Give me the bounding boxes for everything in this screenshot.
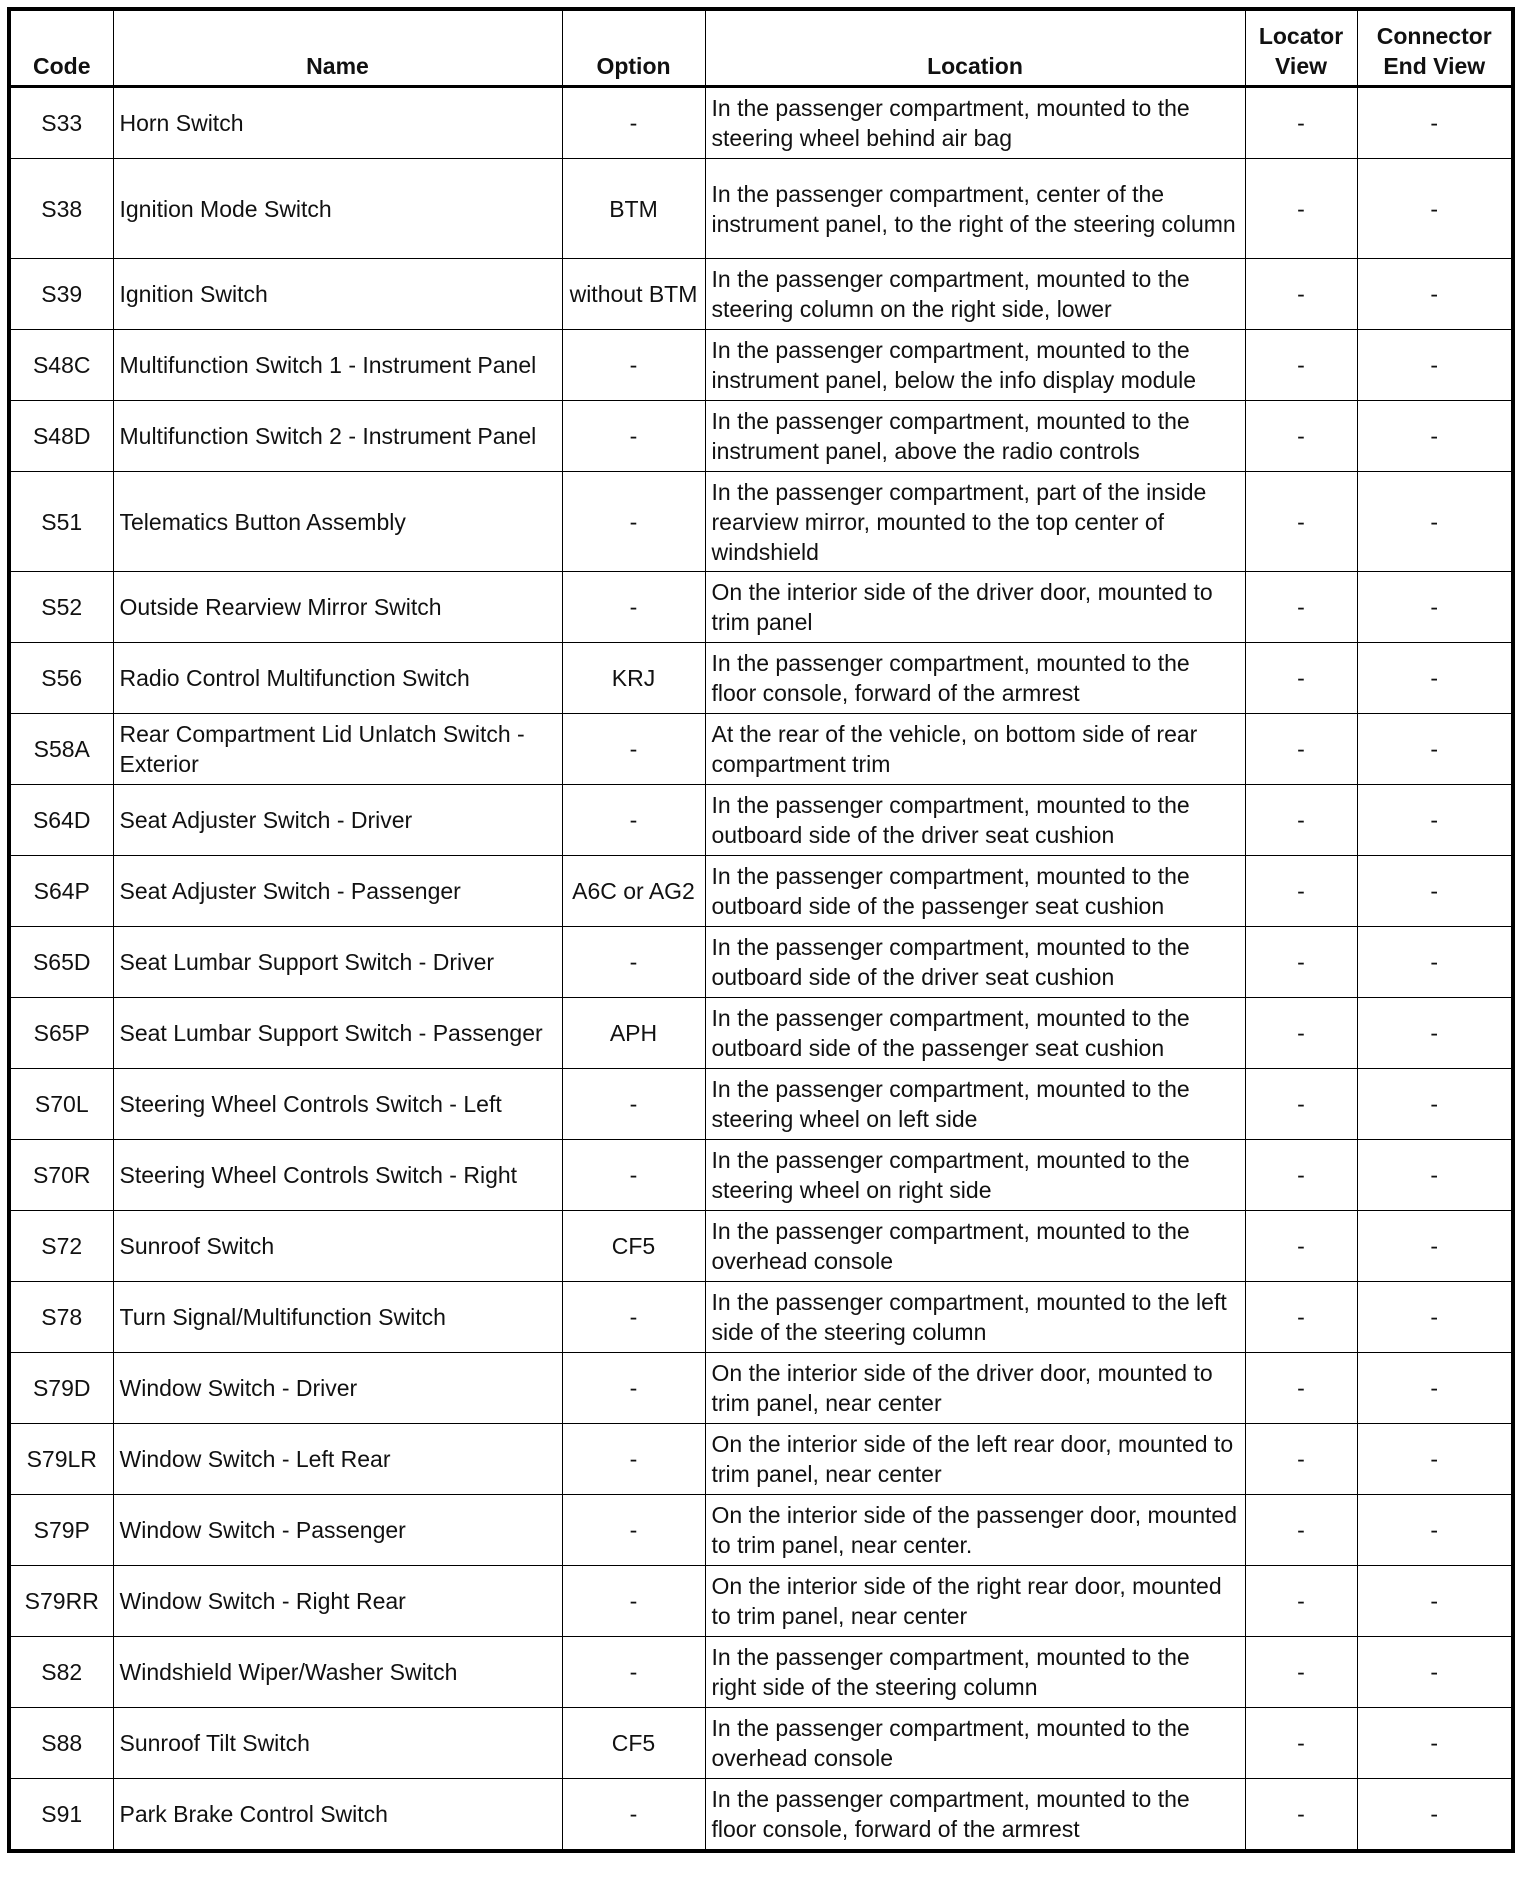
location-cell: On the interior side of the driver door, mounted to trim panel bbox=[705, 572, 1245, 643]
option-cell: - bbox=[562, 714, 705, 785]
location-cell: In the passenger compartment, mounted to the floor console, forward of the armrest bbox=[705, 643, 1245, 714]
code-cell: S48C bbox=[9, 330, 113, 401]
connector-end-view-cell: - bbox=[1357, 1637, 1513, 1708]
code-cell: S56 bbox=[9, 643, 113, 714]
code-cell: S65D bbox=[9, 927, 113, 998]
table-row bbox=[9, 927, 1513, 998]
locator-view-cell: - bbox=[1245, 643, 1357, 714]
locator-view-cell: - bbox=[1245, 472, 1357, 572]
code-cell: S91 bbox=[9, 1779, 113, 1852]
option-cell: CF5 bbox=[562, 1708, 705, 1779]
option-cell: KRJ bbox=[562, 643, 705, 714]
code-cell: S70L bbox=[9, 1069, 113, 1140]
connector-end-view-cell: - bbox=[1357, 1282, 1513, 1353]
location-cell: On the interior side of the right rear door, mounted to trim panel, near center bbox=[705, 1566, 1245, 1637]
locator-view-cell: - bbox=[1245, 856, 1357, 927]
location-cell: On the interior side of the left rear door, mounted to trim panel, near center bbox=[705, 1424, 1245, 1495]
name-cell: Steering Wheel Controls Switch - Left bbox=[113, 1069, 562, 1140]
locator-view-cell: - bbox=[1245, 1353, 1357, 1424]
connector-end-view-cell: - bbox=[1357, 998, 1513, 1069]
connector-end-view-cell: - bbox=[1357, 1424, 1513, 1495]
table-row bbox=[9, 572, 1513, 643]
location-cell: On the interior side of the passenger door, mounted to trim panel, near center. bbox=[705, 1495, 1245, 1566]
table-row bbox=[9, 1566, 1513, 1637]
header-name: Name bbox=[113, 9, 562, 87]
location-cell: In the passenger compartment, mounted to the instrument panel, above the radio controls bbox=[705, 401, 1245, 472]
code-cell: S65P bbox=[9, 998, 113, 1069]
table-row bbox=[9, 643, 1513, 714]
connector-end-view-cell: - bbox=[1357, 1566, 1513, 1637]
code-cell: S79LR bbox=[9, 1424, 113, 1495]
name-cell: Seat Lumbar Support Switch - Passenger bbox=[113, 998, 562, 1069]
connector-end-view-cell: - bbox=[1357, 159, 1513, 259]
location-cell: At the rear of the vehicle, on bottom side of rear compartment trim bbox=[705, 714, 1245, 785]
locator-view-cell: - bbox=[1245, 998, 1357, 1069]
table-row bbox=[9, 159, 1513, 259]
table-row bbox=[9, 1140, 1513, 1211]
table-row bbox=[9, 1779, 1513, 1852]
connector-end-view-cell: - bbox=[1357, 927, 1513, 998]
location-cell: In the passenger compartment, mounted to the steering wheel behind air bag bbox=[705, 87, 1245, 159]
name-cell: Seat Lumbar Support Switch - Driver bbox=[113, 927, 562, 998]
locator-view-cell: - bbox=[1245, 1637, 1357, 1708]
option-cell: without BTM bbox=[562, 259, 705, 330]
option-cell: CF5 bbox=[562, 1211, 705, 1282]
header-option: Option bbox=[562, 9, 705, 87]
option-cell: - bbox=[562, 1069, 705, 1140]
code-cell: S64P bbox=[9, 856, 113, 927]
connector-end-view-cell: - bbox=[1357, 259, 1513, 330]
location-cell: In the passenger compartment, mounted to the outboard side of the driver seat cushion bbox=[705, 785, 1245, 856]
option-cell: - bbox=[562, 572, 705, 643]
locator-view-cell: - bbox=[1245, 1779, 1357, 1852]
header-code: Code bbox=[9, 9, 113, 87]
connector-end-view-cell: - bbox=[1357, 472, 1513, 572]
header-connector-end-view: Connector End View bbox=[1357, 9, 1513, 87]
code-cell: S58A bbox=[9, 714, 113, 785]
option-cell: - bbox=[562, 472, 705, 572]
option-cell: - bbox=[562, 1779, 705, 1852]
connector-end-view-cell: - bbox=[1357, 330, 1513, 401]
table-row bbox=[9, 87, 1513, 159]
option-cell: - bbox=[562, 1637, 705, 1708]
option-cell: APH bbox=[562, 998, 705, 1069]
code-cell: S38 bbox=[9, 159, 113, 259]
name-cell: Ignition Mode Switch bbox=[113, 159, 562, 259]
name-cell: Park Brake Control Switch bbox=[113, 1779, 562, 1852]
locator-view-cell: - bbox=[1245, 1140, 1357, 1211]
option-cell: BTM bbox=[562, 159, 705, 259]
connector-end-view-cell: - bbox=[1357, 1211, 1513, 1282]
locator-view-cell: - bbox=[1245, 572, 1357, 643]
code-cell: S88 bbox=[9, 1708, 113, 1779]
location-cell: In the passenger compartment, mounted to the instrument panel, below the info display module bbox=[705, 330, 1245, 401]
location-cell: In the passenger compartment, mounted to the steering column on the right side, lower bbox=[705, 259, 1245, 330]
name-cell: Sunroof Tilt Switch bbox=[113, 1708, 562, 1779]
connector-end-view-cell: - bbox=[1357, 785, 1513, 856]
table-row bbox=[9, 1282, 1513, 1353]
table-row bbox=[9, 1708, 1513, 1779]
connector-end-view-cell: - bbox=[1357, 1708, 1513, 1779]
option-cell: - bbox=[562, 1566, 705, 1637]
location-cell: In the passenger compartment, center of the instrument panel, to the right of the steering column bbox=[705, 159, 1245, 259]
locator-view-cell: - bbox=[1245, 1211, 1357, 1282]
code-cell: S82 bbox=[9, 1637, 113, 1708]
locator-view-cell: - bbox=[1245, 927, 1357, 998]
locator-view-cell: - bbox=[1245, 87, 1357, 159]
name-cell: Telematics Button Assembly bbox=[113, 472, 562, 572]
locator-view-cell: - bbox=[1245, 714, 1357, 785]
option-cell: - bbox=[562, 401, 705, 472]
location-cell: In the passenger compartment, mounted to the outboard side of the driver seat cushion bbox=[705, 927, 1245, 998]
code-cell: S51 bbox=[9, 472, 113, 572]
code-cell: S52 bbox=[9, 572, 113, 643]
table-row bbox=[9, 1211, 1513, 1282]
connector-end-view-cell: - bbox=[1357, 1495, 1513, 1566]
location-cell: In the passenger compartment, mounted to the outboard side of the passenger seat cushion bbox=[705, 998, 1245, 1069]
connector-end-view-cell: - bbox=[1357, 1779, 1513, 1852]
table-row bbox=[9, 1495, 1513, 1566]
connector-end-view-cell: - bbox=[1357, 643, 1513, 714]
connector-end-view-cell: - bbox=[1357, 856, 1513, 927]
table-row bbox=[9, 330, 1513, 401]
name-cell: Multifunction Switch 1 - Instrument Panel bbox=[113, 330, 562, 401]
code-cell: S79D bbox=[9, 1353, 113, 1424]
code-cell: S79P bbox=[9, 1495, 113, 1566]
name-cell: Outside Rearview Mirror Switch bbox=[113, 572, 562, 643]
connector-end-view-cell: - bbox=[1357, 1140, 1513, 1211]
location-cell: In the passenger compartment, mounted to the steering wheel on left side bbox=[705, 1069, 1245, 1140]
locator-view-cell: - bbox=[1245, 785, 1357, 856]
locator-view-cell: - bbox=[1245, 401, 1357, 472]
name-cell: Rear Compartment Lid Unlatch Switch - Exterior bbox=[113, 714, 562, 785]
locator-view-cell: - bbox=[1245, 1424, 1357, 1495]
name-cell: Window Switch - Driver bbox=[113, 1353, 562, 1424]
option-cell: - bbox=[562, 785, 705, 856]
header-location: Location bbox=[705, 9, 1245, 87]
name-cell: Ignition Switch bbox=[113, 259, 562, 330]
table-row bbox=[9, 1637, 1513, 1708]
name-cell: Windshield Wiper/Washer Switch bbox=[113, 1637, 562, 1708]
location-cell: In the passenger compartment, mounted to the steering wheel on right side bbox=[705, 1140, 1245, 1211]
name-cell: Steering Wheel Controls Switch - Right bbox=[113, 1140, 562, 1211]
connector-end-view-cell: - bbox=[1357, 714, 1513, 785]
location-cell: In the passenger compartment, part of the inside rearview mirror, mounted to the top center of windshield bbox=[705, 472, 1245, 572]
name-cell: Window Switch - Right Rear bbox=[113, 1566, 562, 1637]
location-cell: In the passenger compartment, mounted to the right side of the steering column bbox=[705, 1637, 1245, 1708]
table-row bbox=[9, 1069, 1513, 1140]
name-cell: Window Switch - Passenger bbox=[113, 1495, 562, 1566]
option-cell: - bbox=[562, 330, 705, 401]
location-cell: In the passenger compartment, mounted to the overhead console bbox=[705, 1211, 1245, 1282]
code-cell: S70R bbox=[9, 1140, 113, 1211]
connector-end-view-cell: - bbox=[1357, 401, 1513, 472]
option-cell: - bbox=[562, 87, 705, 159]
table-row bbox=[9, 1353, 1513, 1424]
code-cell: S79RR bbox=[9, 1566, 113, 1637]
table-row bbox=[9, 259, 1513, 330]
location-cell: In the passenger compartment, mounted to the overhead console bbox=[705, 1708, 1245, 1779]
code-cell: S78 bbox=[9, 1282, 113, 1353]
name-cell: Horn Switch bbox=[113, 87, 562, 159]
code-cell: S39 bbox=[9, 259, 113, 330]
table-row bbox=[9, 472, 1513, 572]
code-cell: S64D bbox=[9, 785, 113, 856]
option-cell: A6C or AG2 bbox=[562, 856, 705, 927]
table-row bbox=[9, 714, 1513, 785]
location-cell: In the passenger compartment, mounted to the outboard side of the passenger seat cushion bbox=[705, 856, 1245, 927]
location-cell: In the passenger compartment, mounted to the floor console, forward of the armrest bbox=[705, 1779, 1245, 1852]
locator-view-cell: - bbox=[1245, 1495, 1357, 1566]
option-cell: - bbox=[562, 1140, 705, 1211]
name-cell: Window Switch - Left Rear bbox=[113, 1424, 562, 1495]
table-row bbox=[9, 1424, 1513, 1495]
option-cell: - bbox=[562, 1424, 705, 1495]
name-cell: Turn Signal/Multifunction Switch bbox=[113, 1282, 562, 1353]
name-cell: Sunroof Switch bbox=[113, 1211, 562, 1282]
name-cell: Multifunction Switch 2 - Instrument Panel bbox=[113, 401, 562, 472]
table-row bbox=[9, 785, 1513, 856]
name-cell: Seat Adjuster Switch - Driver bbox=[113, 785, 562, 856]
code-cell: S33 bbox=[9, 87, 113, 159]
connector-end-view-cell: - bbox=[1357, 87, 1513, 159]
code-cell: S72 bbox=[9, 1211, 113, 1282]
option-cell: - bbox=[562, 1353, 705, 1424]
connector-end-view-cell: - bbox=[1357, 572, 1513, 643]
location-cell: In the passenger compartment, mounted to the left side of the steering column bbox=[705, 1282, 1245, 1353]
option-cell: - bbox=[562, 1495, 705, 1566]
locator-view-cell: - bbox=[1245, 1566, 1357, 1637]
table-row bbox=[9, 856, 1513, 927]
connector-end-view-cell: - bbox=[1357, 1069, 1513, 1140]
table-header-row bbox=[9, 9, 1513, 87]
locator-view-cell: - bbox=[1245, 330, 1357, 401]
code-cell: S48D bbox=[9, 401, 113, 472]
option-cell: - bbox=[562, 927, 705, 998]
name-cell: Seat Adjuster Switch - Passenger bbox=[113, 856, 562, 927]
locator-view-cell: - bbox=[1245, 259, 1357, 330]
table-row bbox=[9, 998, 1513, 1069]
option-cell: - bbox=[562, 1282, 705, 1353]
header-locator-view: Locator View bbox=[1245, 9, 1357, 87]
connector-end-view-cell: - bbox=[1357, 1353, 1513, 1424]
locator-view-cell: - bbox=[1245, 1069, 1357, 1140]
table-row bbox=[9, 401, 1513, 472]
locator-view-cell: - bbox=[1245, 159, 1357, 259]
location-cell: On the interior side of the driver door, mounted to trim panel, near center bbox=[705, 1353, 1245, 1424]
locator-view-cell: - bbox=[1245, 1708, 1357, 1779]
name-cell: Radio Control Multifunction Switch bbox=[113, 643, 562, 714]
locator-view-cell: - bbox=[1245, 1282, 1357, 1353]
switch-locations-table bbox=[7, 7, 1515, 1853]
